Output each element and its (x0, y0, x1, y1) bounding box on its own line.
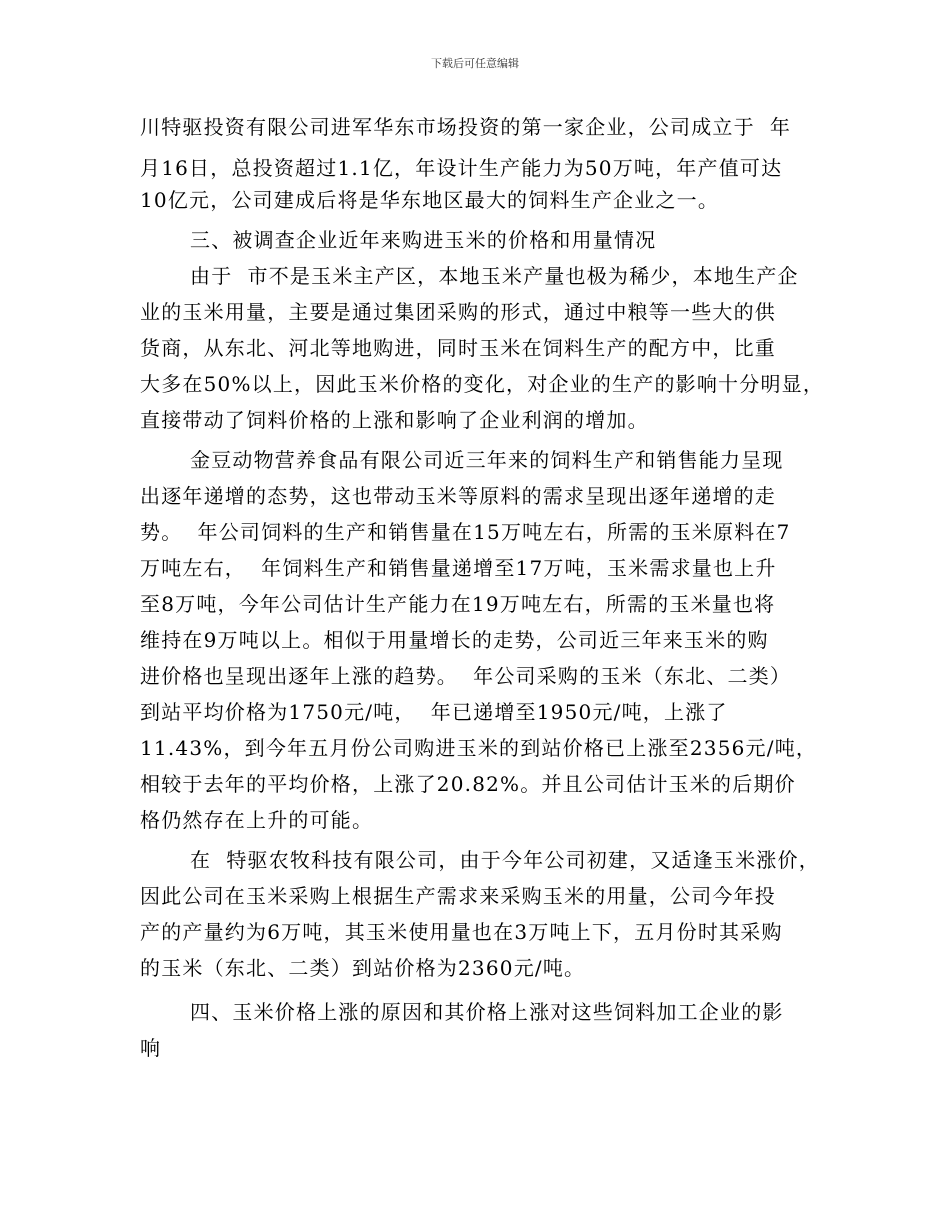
paragraph-line: 万吨左右， 年饲料生产和销售量递增至17万吨，玉米需求量也上升 (140, 556, 777, 580)
page-header: 下载后可任意编辑 (431, 57, 519, 70)
paragraph-line: 金豆动物营养食品有限公司近三年来的饲料生产和销售能力呈现 (190, 448, 784, 472)
paragraph-line: 货商，从东北、河北等地购进，同时玉米在饲料生产的配方中，比重 (140, 336, 776, 360)
paragraph-line: 因此公司在玉米采购上根据生产需求来采购玉米的用量，公司今年投 (140, 884, 776, 908)
paragraph-line: 出逐年递增的态势，这也带动玉米等原料的需求呈现出逐年递增的走 (140, 484, 776, 508)
paragraph-line: 11.43%，到今年五月份公司购进玉米的到站价格已上涨至2356元/吨， (140, 736, 818, 760)
paragraph-line: 月16日，总投资超过1.1亿，年设计生产能力为50万吨，年产值可达 (140, 156, 783, 180)
paragraph-line: 的玉米（东北、二类）到站价格为2360元/吨。 (140, 956, 586, 980)
paragraph-line: 川特驱投资有限公司进军华东市场投资的第一家企业，公司成立于 年 (140, 115, 792, 139)
paragraph-line: 由于 市不是玉米主产区，本地玉米产量也极为稀少，本地生产企 (190, 264, 799, 288)
paragraph-line: 至8万吨，今年公司估计生产能力在19万吨左右，所需的玉米量也将 (140, 592, 776, 616)
paragraph-line: 产的产量约为6万吨，其玉米使用量也在3万吨上下，五月份时其采购 (140, 920, 783, 944)
paragraph-line: 直接带动了饲料价格的上涨和影响了企业利润的增加。 (140, 408, 649, 432)
paragraph-line: 10亿元，公司建成后将是华东地区最大的饲料生产企业之一。 (140, 188, 720, 212)
paragraph-line: 格仍然存在上升的可能。 (140, 808, 374, 832)
paragraph-line: 大多在50%以上，因此玉米价格的变化，对企业的生产的影响十分明显， (140, 372, 825, 396)
paragraph-line: 业的玉米用量，主要是通过集团采购的形式，通过中粮等一些大的供 (140, 300, 776, 324)
paragraph-line: 在 特驱农牧科技有限公司，由于今年公司初建，又适逢玉米涨价， (190, 848, 820, 872)
paragraph-line: 相较于去年的平均价格，上涨了20.82%。并且公司估计玉米的后期价 (140, 772, 796, 796)
section-heading-continuation: 响 (140, 1036, 162, 1060)
paragraph-line: 势。 年公司饲料的生产和销售量在15万吨左右，所需的玉米原料在7 (140, 520, 791, 544)
paragraph-line: 到站平均价格为1750元/吨， 年已递增至1950元/吨，上涨了 (140, 700, 728, 724)
section-heading: 四、玉米价格上涨的原因和其价格上涨对这些饲料加工企业的影 (190, 1000, 784, 1024)
section-heading: 三、被调查企业近年来购进玉米的价格和用量情况 (190, 228, 657, 252)
paragraph-line: 进价格也呈现出逐年上涨的趋势。 年公司采购的玉米（东北、二类） (140, 664, 792, 688)
paragraph-line: 维持在9万吨以上。相似于用量增长的走势，公司近三年来玉米的购 (140, 628, 769, 652)
